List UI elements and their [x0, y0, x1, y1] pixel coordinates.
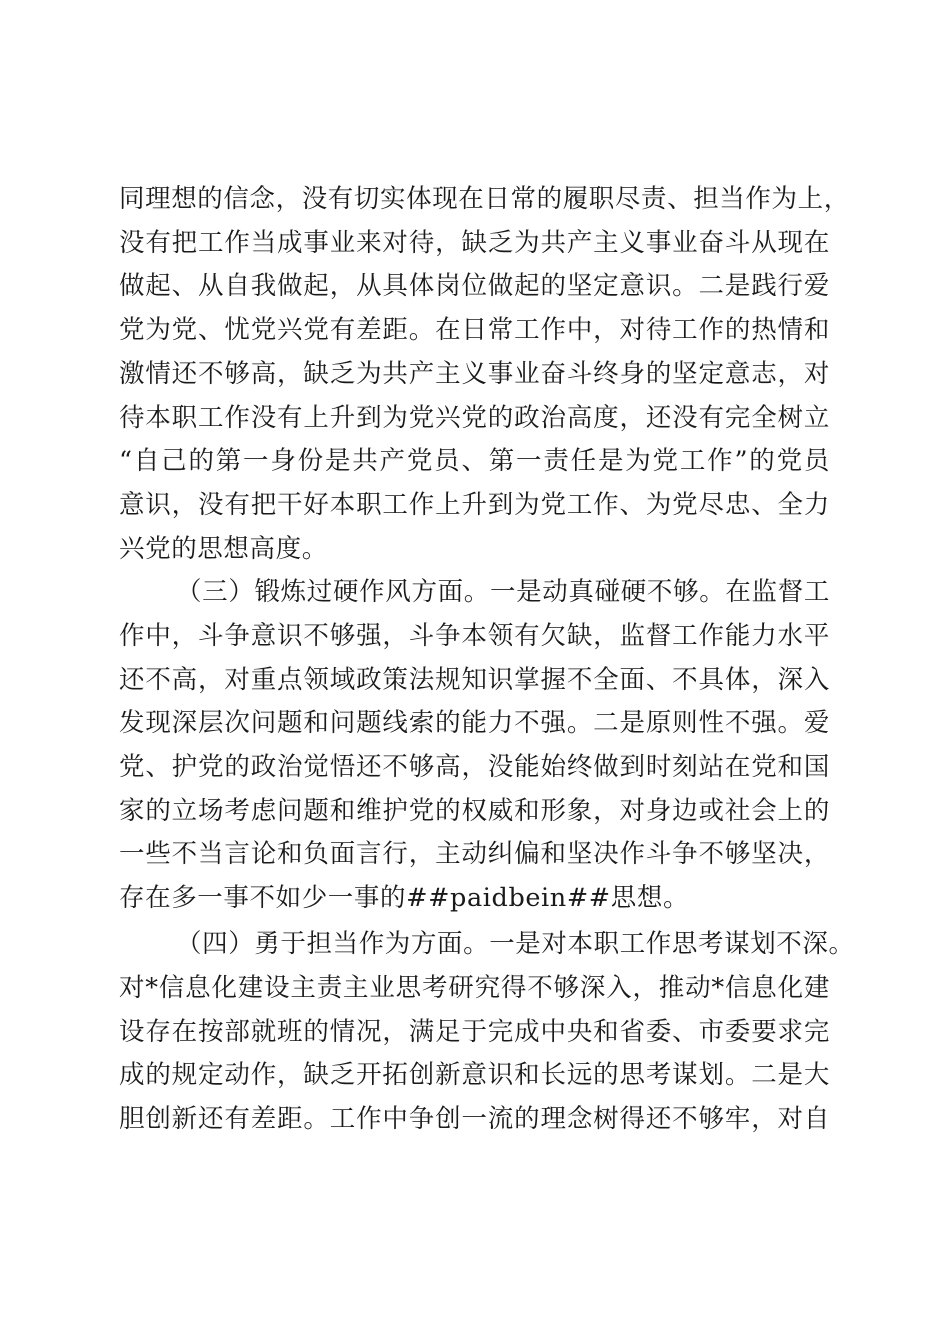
- text-line-14: 党、护党的政治觉悟还不够高，没能始终做到时刻站在党和国: [119, 752, 830, 782]
- text-line-1: 同理想的信念，没有切实体现在日常的履职尽责、担当作为上，: [119, 184, 850, 214]
- text-line-19: 对*信息化建设主责主业思考研究得不够深入，推动*信息化建: [119, 973, 830, 1003]
- text-line-17: 存在多一事不如少一事的##paidbein##思想。: [119, 883, 690, 913]
- text-line-6: 待本职工作没有上升到为党兴党的政治高度，还没有完全树立: [119, 403, 830, 433]
- text-line-3: 做起、从自我做起，从具体岗位做起的坚定意识。二是践行爱: [119, 271, 830, 301]
- text-line-9: 兴党的思想高度。: [119, 534, 328, 564]
- text-line-15: 家的立场考虑问题和维护党的权威和形象，对身边或社会上的: [119, 796, 830, 826]
- text-line-4: 党为党、忧党兴党有差距。在日常工作中，对待工作的热情和: [119, 315, 830, 345]
- text-line-21: 成的规定动作，缺乏开拓创新意识和长远的思考谋划。二是大: [119, 1060, 830, 1090]
- text-line-20: 设存在按部就班的情况，满足于完成中央和省委、市委要求完: [119, 1017, 830, 1047]
- text-line-2: 没有把工作当成事业来对待，缺乏为共产主义事业奋斗从现在: [119, 228, 830, 258]
- text-line-8: 意识，没有把干好本职工作上升到为党工作、为党尽忠、全力: [119, 490, 830, 520]
- text-line-7: “自己的第一身份是共产党员、第一责任是为党工作”的党员: [119, 446, 830, 476]
- text-line-16: 一些不当言论和负面言行，主动纠偏和坚决作斗争不够坚决，: [119, 839, 830, 869]
- text-line-5: 激情还不够高，缺乏为共产主义事业奋斗终身的坚定意志，对: [119, 359, 830, 389]
- text-line-12: 还不高，对重点领域政策法规知识掌握不全面、不具体，深入: [119, 665, 830, 695]
- text-line-13: 发现深层次问题和问题线索的能力不强。二是原则性不强。爱: [119, 708, 830, 738]
- text-line-11: 作中，斗争意识不够强，斗争本领有欠缺，监督工作能力水平: [119, 621, 830, 651]
- text-line-22: 胆创新还有差距。工作中争创一流的理念树得还不够牢，对自: [119, 1104, 830, 1134]
- paragraph-3-first-line: （三）锻炼过硬作风方面。一是动真碰硬不够。在监督工: [176, 577, 830, 607]
- paragraph-4-first-line: （四）勇于担当作为方面。一是对本职工作思考谋划不深。: [176, 929, 855, 959]
